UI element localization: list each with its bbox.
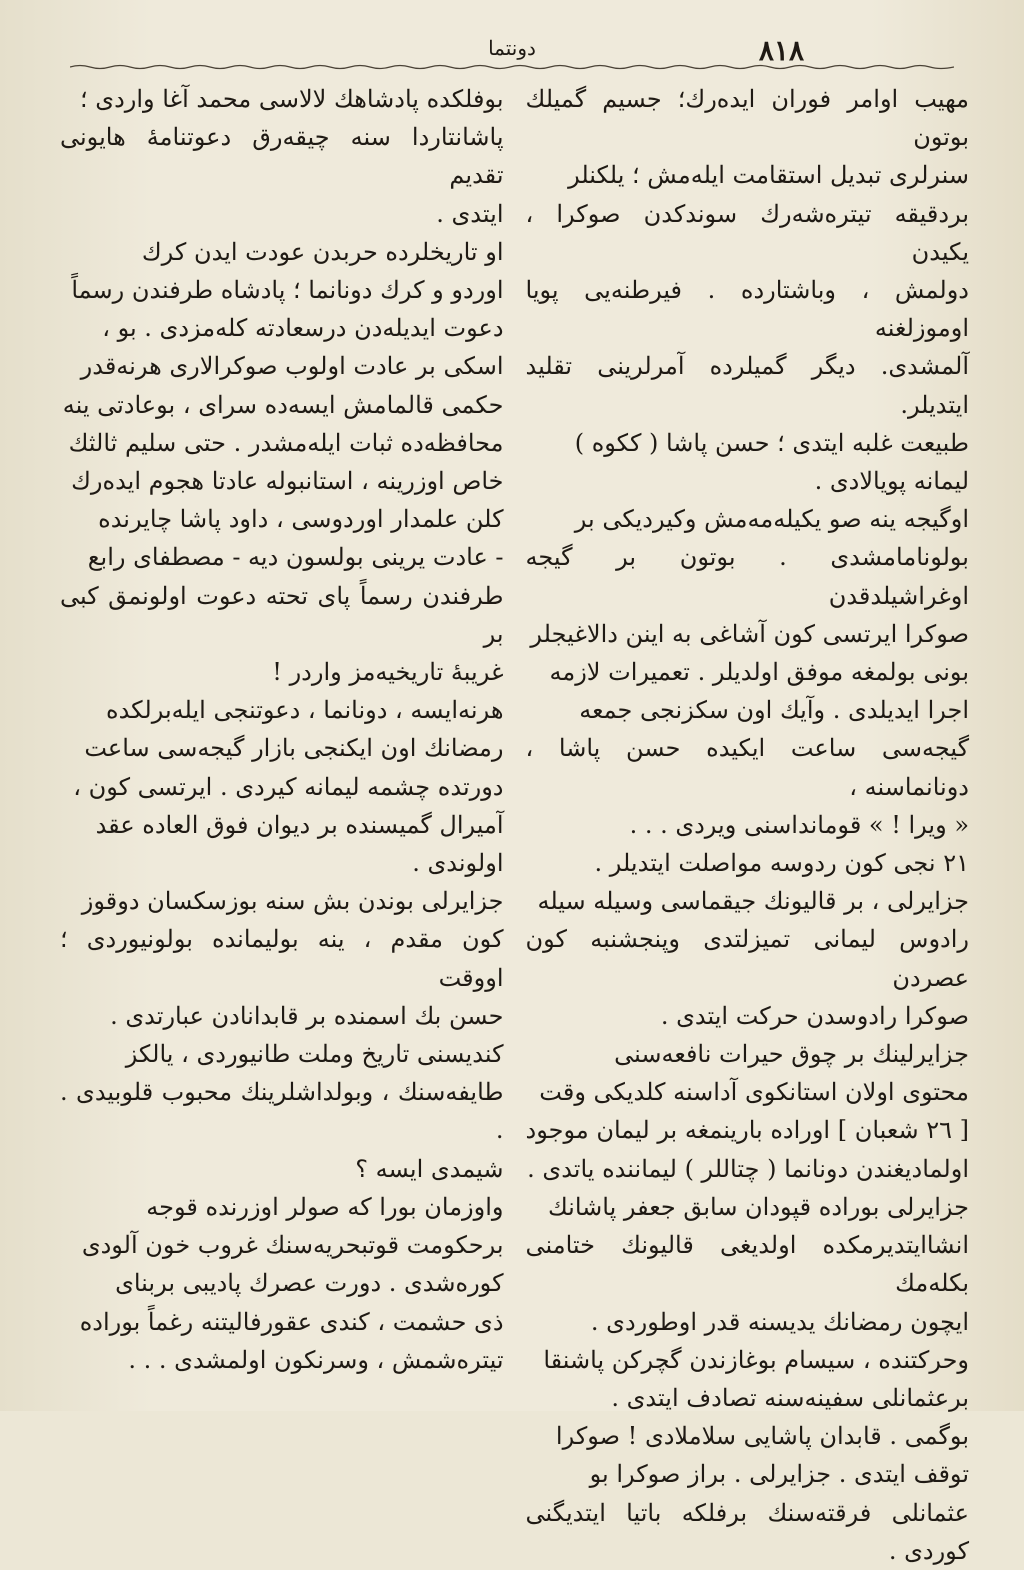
text-line: مهيب اوامر فوران ايدەرك؛ جسيم گميلك بوتون [525,85,969,152]
text-line: اولوندى . [412,849,504,878]
text-line: طايفەسنك ، وبولداشلرينك محبوب قلوبيدى . . [60,1078,504,1145]
text-line: كون مقدم ، ينه بوليمانده بولونيوردى ؛ اووقت [60,925,504,992]
left-column [60,80,504,1374]
text-line: كنديسنى تاريخ وملت طانيوردى ، يالكز [125,1040,504,1069]
text-line: آلمشدى. ديگر گميلرده آمرلرينى تقليد ايتديلر. [525,352,969,419]
text-line: عثمانلى فرقتەسنك برفلكه باتيا ايتديگنى كوردى . [525,1498,969,1565]
text-line: دورتده چشمه ليمانه كيردى . ايرتسى كون ، [73,772,504,801]
page-number: ٨١٨ [758,34,804,67]
text-line: ذى حشمت ، كندى عقورفاليتنه رغماً بوراده [79,1307,504,1336]
text-columns [60,80,969,1565]
text-line: آميرال گميسنده بر ديوان فوق العاده عقد [95,810,504,839]
text-line: واوزمان بورا كه صولر اوزرنده قوجه [146,1192,504,1221]
text-line: بردقيقه تيترەشەرك سوندكدن صوكرا ، يكيدن [525,199,969,266]
text-line: دعوت ايديلەدن درسعادته كلەمزدى . بو ، [102,314,504,343]
text-line: كورەشدى . دورت عصرك پاديبى بربناى [115,1269,504,1298]
text-line: حسن بك اسمنده بر قابدانادن عبارتدى . [110,1001,504,1030]
text-line: خاص اوزرينه ، استانبوله عادتا هجوم ايدەرك [71,467,504,496]
text-line: اولماديغندن دونانما ( چتاللر ) ليماننده ياتدى . [527,1154,969,1183]
text-line: گيجەسى ساعت ايكيده حسن پاشا ، دونانماسنه ، [525,734,969,801]
text-line: حكمى قالمامش ايسەده سراى ، بوعادتى ينه [62,390,504,419]
text-line: محافظەده ثبات ايلەمشدر . حتى سليم ثالثك [68,428,504,457]
text-line: پاشانتاردا سنه چيقەرق دعوتنامۀ هايونى تقديم [60,123,504,190]
text-line: بونى بولمغه موفق اولديلر . تعميرات ﻻزمه [549,658,969,687]
text-line: - عادت يرينى بولسون ديه - مصطفاى رابع [87,543,504,572]
right-column [525,80,970,1565]
text-line: اسكى بر عادت اولوب صوكراﻻرى هرنەقدر [80,352,504,381]
text-line: ايتدى . [436,199,504,228]
text-line: اوگيجه ينه صو يكيلەمەمش وكيرديكى بر [574,505,969,534]
text-line: اوردو و كرك دونانما ؛ پادشاه طرفندن رسماً [71,276,504,305]
text-line: [ ٢٦ شعبان ] اوراده بارينمغه بر ليمان موجود [525,1116,969,1145]
text-line: هرنەايسه ، دونانما ، دعوتنجى ايلەبرلكده [106,696,504,725]
text-line: كلن علمدار اوردوسى ، داود پاشا چايرنده [98,505,504,534]
text-line: اجرا ايديلدى . وآيك اون سكزنجى جمعه [579,696,969,725]
text-line: شيمدى ايسه ؟ [355,1154,504,1183]
text-line: ليمانه پوياﻻدى . [814,467,969,496]
text-line: ٢١ نجى كون ردوسه مواصلت ايتديلر . [594,849,969,878]
text-line: طبيعت غلبه ايتدى ؛ حسن پاشا ( ككوه ) [574,428,969,457]
text-line: سنرلرى تبديل استقامت ايلەمش ؛ يلكنلر [568,161,969,190]
text-line: وحركتنده ، سيسام بوغازندن گچركن پاشنقا [543,1345,969,1374]
text-line: دولمش ، وباشتاردە . فيرطنەيى پويا اوموزلغنه [525,276,969,343]
text-line: صوكرا ايرتسى كون آشاغى بە اينن داﻻغيجلر [530,619,969,648]
text-line: جزايرلى بوندن بش سنه بوزسكسان دوقوز [81,887,504,916]
running-title: دونتما [488,36,536,60]
text-line: رمضانك اون ايكنجى بازار گيجەسى ساعت [84,734,504,763]
text-line: « ويرا ! » قومانداسنى ويردى . . . [629,810,969,839]
text-line: جزايرلينك بر چوق حيرات نافعەسنى [614,1040,969,1069]
text-line: بولونامامشدى . بوتون بر گيجه اوغراشيلدقدن [525,543,969,610]
text-line: رادوس ليمانى تميزلتدى وپنجشنبه كون عصردن [525,925,969,992]
text-line: جزايرلى ، بر قاليونك جيقماسى وسيله سيله [537,887,969,916]
text-line: تيترەشمش ، وسرنكون اولمشدى . . . [128,1345,504,1374]
text-line: محتوى اولان استانكوى آداسنه كلديكى وقت [539,1078,969,1107]
text-line: طرفندن رسماً پاى تحته دعوت اولونمق كبى بر [60,581,504,648]
text-line: برحكومت قوتبحريەسنك غروب خون آلودى [81,1231,504,1260]
text-line: انشاايتديرمكده اولديغى قاليونك ختامنى بكلەمك [525,1231,969,1298]
header-rule [70,62,954,72]
text-line: او تاريخلرده حربدن عودت ايدن كرك [141,237,504,266]
text-line: بوگمى . قابدان پاشايى سلاملادى ! صوكرا [555,1422,969,1451]
text-line: غريبۀ تاريخيەمز واردر ! [272,658,504,687]
text-line: جزايرلى بوراده قپودان سابق جعفر پاشانك [547,1192,969,1221]
text-line: صوكرا رادوسدن حركت ايتدى . [660,1001,969,1030]
text-line: توقف ايتدى . جزايرلى . براز صوكرا بو [589,1460,969,1489]
text-line: برعثمانلى سفينەسنه تصادف ايتدى . [611,1383,969,1412]
text-line: ايچون رمضانك يديسنه قدر اوطوردى . [590,1307,969,1336]
text-line: بوفلكده پادشاهك ﻻﻻسى محمد آغا واردى ؛ [80,85,504,113]
